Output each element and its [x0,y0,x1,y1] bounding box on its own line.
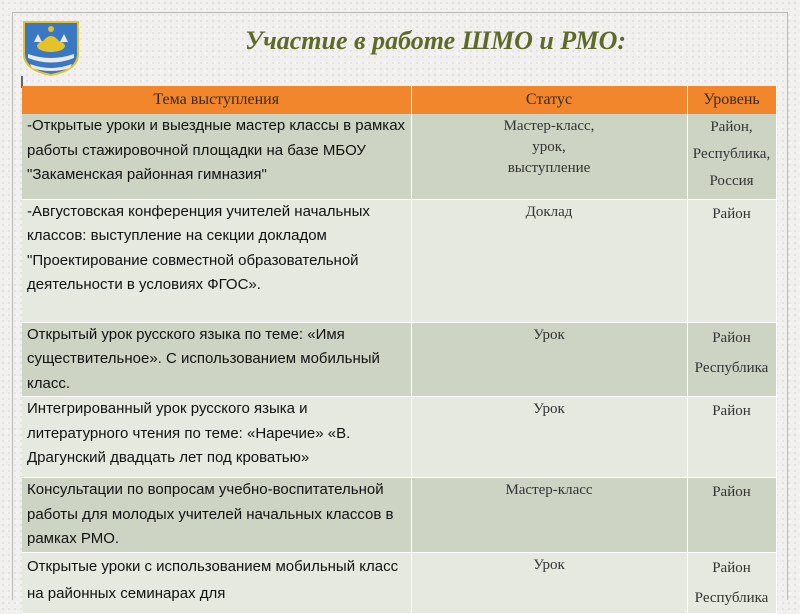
level-line: Район [712,205,751,222]
topic-cell: -Августовская конференция учителей начальных классов: выступление на секции докладом "Проектирование совместной образовательной деятельности в условиях ФГОС». [22,199,411,322]
level-cell [687,397,776,478]
topic-cell: Открытый урок русского языка по теме: «Имя существительное». С использованием мобильный класс. [22,322,411,397]
level-cell [687,114,776,199]
level-line: Район [712,484,751,500]
slide-title: Участие в работе ШМО и РМО: [245,26,627,55]
level-line: Район [712,329,751,346]
header-topic: Тема выступления [22,86,411,114]
table-row [22,553,776,614]
topic-cell: Консультации по вопросам учебно-воспитательной работы для молодых учителей начальных классов в рамках РМО. [22,478,411,553]
header-level: Уровень [687,86,776,114]
level-cell [687,322,776,397]
frame-line-right [787,12,788,600]
coat-of-arms-icon [20,20,82,76]
status-cell: Урок [411,553,687,614]
topic-cell: Открытые уроки с использованием мобильный класс на районных семинарах для [22,553,411,614]
level-line: Район [712,560,751,576]
status-cell: Урок [411,322,687,397]
level-line: Республика [694,359,769,376]
table-row [22,478,776,553]
frame-line-left [12,12,13,600]
level-line: Район [712,403,751,419]
topic-cell: -Открытые уроки и выездные мастер классы в рамках работы стажировочной площадки на базе МБОУ "Закаменская районная гимназия" [22,114,411,199]
level-line: Россия [709,173,754,189]
status-cell: Доклад [411,199,687,322]
table-row [22,322,776,397]
level-line: Республика, [692,146,771,162]
table-row [22,397,776,478]
table-row [22,114,776,199]
status-cell: Урок [411,397,687,478]
level-cell [687,199,776,322]
header-status: Статус [411,86,687,114]
status-cell: Мастер-класс, урок, выступление [411,114,687,199]
status-cell: Мастер-класс [411,478,687,553]
level-line: Район, [710,119,753,135]
frame-line-top [12,12,788,13]
table-header-row [22,86,776,114]
table-row [22,199,776,322]
topic-cell: Интегрированный урок русского языка и литературного чтения по теме: «Наречие» «В. Драгунский двадцать лет под кроватью» [22,397,411,478]
participation-table [22,86,777,614]
level-cell [687,478,776,553]
level-cell [687,553,776,614]
level-line: Республика [694,590,769,606]
